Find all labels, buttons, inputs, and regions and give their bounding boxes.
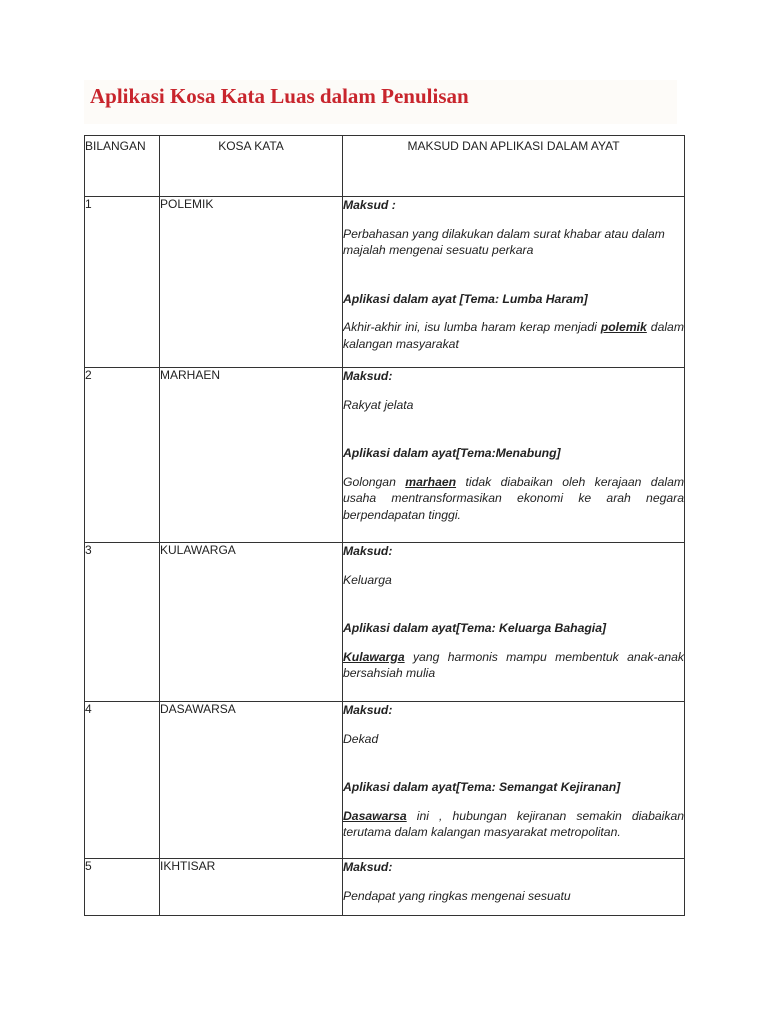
meaning-text: Keluarga xyxy=(343,572,392,587)
meaning-label: Maksud: xyxy=(343,369,393,383)
application-label: Aplikasi dalam ayat[Tema:Menabung] xyxy=(343,446,561,460)
application-label: Aplikasi dalam ayat[Tema: Keluarga Bahagia] xyxy=(343,621,607,635)
meaning-label: Maksud: xyxy=(343,703,393,717)
sentence-after: yang harmonis mampu membentuk anak-anak bersahsiah mulia xyxy=(343,649,684,680)
sentence-after: ini , hubungan kejiranan semakin diabaikan terutama dalam kalangan masyarakat metropolitan. xyxy=(343,808,684,839)
meaning-text: Pendapat yang ringkas mengenai sesuatu xyxy=(343,888,571,903)
row-number: 2 xyxy=(85,368,160,543)
application-label: Aplikasi dalam ayat [Tema: Lumba Haram] xyxy=(343,291,588,306)
row-description xyxy=(343,368,685,543)
table-row xyxy=(85,543,685,702)
row-word: POLEMIK xyxy=(160,197,343,368)
row-description xyxy=(343,197,685,368)
sentence-after: tidak diabaikan oleh kerajaan dalam usaha mentransformasikan ekonomi ke arah negara berpendapatan tinggi. xyxy=(343,474,684,522)
row-word: MARHAEN xyxy=(160,368,343,543)
row-description xyxy=(343,702,685,859)
page-title: Aplikasi Kosa Kata Luas dalam Penulisan xyxy=(90,84,469,108)
row-word: DASAWARSA xyxy=(160,702,343,859)
meaning-label: Maksud: xyxy=(343,860,393,874)
table-row xyxy=(85,368,685,543)
example-sentence xyxy=(343,649,684,682)
sentence-before: Golongan xyxy=(343,474,406,489)
meaning-text: Perbahasan yang dilakukan dalam surat khabar atau dalam majalah mengenai sesuatu perkara xyxy=(343,226,665,257)
table-row xyxy=(85,702,685,859)
example-sentence xyxy=(343,474,684,524)
example-sentence xyxy=(343,319,684,352)
row-number: 4 xyxy=(85,702,160,859)
table-header-row xyxy=(85,136,685,197)
table-row xyxy=(85,859,685,916)
meaning-text: Dekad xyxy=(343,731,379,746)
row-description xyxy=(343,543,685,702)
row-number: 5 xyxy=(85,859,160,916)
sentence-keyword: marhaen xyxy=(405,474,457,489)
vocabulary-table xyxy=(84,135,685,916)
header-number: BILANGAN xyxy=(85,136,160,197)
row-word: KULAWARGA xyxy=(160,543,343,702)
row-number: 3 xyxy=(85,543,160,702)
application-label: Aplikasi dalam ayat[Tema: Semangat Kejiranan] xyxy=(343,780,621,794)
meaning-label: Maksud: xyxy=(343,544,393,558)
table-row xyxy=(85,197,685,368)
header-word: KOSA KATA xyxy=(160,136,343,197)
row-number: 1 xyxy=(85,197,160,368)
sentence-after: dalam kalangan masyarakat xyxy=(343,320,684,351)
sentence-before: Akhir-akhir ini, isu lumba haram kerap menjadi xyxy=(343,320,601,334)
example-sentence xyxy=(343,808,684,841)
header-meaning: MAKSUD DAN APLIKASI DALAM AYAT xyxy=(343,136,685,197)
meaning-text: Rakyat jelata xyxy=(343,397,414,412)
sentence-keyword: polemik xyxy=(600,320,647,334)
row-description xyxy=(343,859,685,916)
meaning-label: Maksud : xyxy=(343,198,396,212)
row-word: IKHTISAR xyxy=(160,859,343,916)
sentence-keyword: Kulawarga xyxy=(343,649,405,664)
sentence-keyword: Dasawarsa xyxy=(343,808,407,823)
